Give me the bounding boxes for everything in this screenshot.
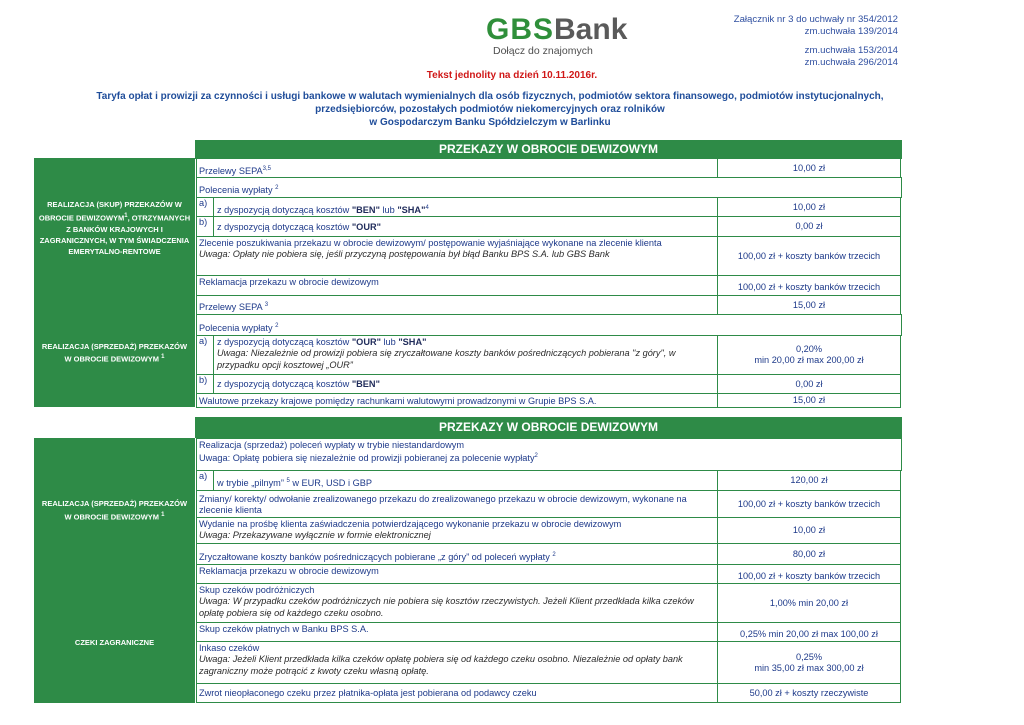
row-label: Zwrot nieopłaconego czeku przez płatnika-opłata jest pobierana od podawcy czeku [199,688,537,698]
table-row [196,490,901,518]
row-note: Uwaga: Przekazywane wyłącznie w formie elektronicznej [199,530,431,541]
row-fee: 10,00 zł [717,518,900,543]
cost-option: "BEN" [351,205,380,216]
row-note: Uwaga: Jeżeli Klient przedkłada kilka czeków opłatę pobiera się od każdego czeku osobno. Niezależnie od opłaty bank zagraniczny może potrącić z kwoty czeku własną opłatę. [199,654,683,676]
section-2-header: PRZEKAZY W OBROCIE DEWIZOWYM [195,417,902,438]
row-fee [717,642,900,683]
cost-option: "SHA" [398,337,427,347]
row-label: Reklamacja przekazu w obrocie dewizowym [199,566,379,576]
row-fee [717,336,900,374]
fee-range: min 20,00 zł max 200,00 zł [754,355,864,365]
row-fee: 15,00 zł [717,296,900,314]
table-row [196,275,901,296]
table-row [196,622,901,642]
row-fee: 100,00 zł + koszty banków trzecich [717,491,900,517]
row-label-suffix: w EUR, USD i GBP [289,478,372,489]
tariff-title-line: Taryfa opłat i prowizji za czynności i usługi bankowe w walutach wymienialnych dla osób fizycznych, podmiotów sektora finansowego, podmiotów instytucjonalnych, [96,91,884,102]
row-label: Zlecenie poszukiwania przekazu w obrocie dewizowym/ postępowanie wyjaśniające wykonane na zlecenie klienta [199,238,662,248]
table-row [196,158,901,178]
side-label-sprzedaz [34,299,195,407]
row-fee: 10,00 zł [717,198,900,216]
table-row [196,295,901,315]
row-label: Skup czeków podróżniczych [199,585,315,595]
unified-text-date: Tekst jednolity na dzień 10.11.2016r. [426,70,598,81]
side-label-skup [34,158,195,299]
footnote-ref: 2 [534,453,538,460]
cost-option: "OUR" [351,222,381,232]
footnote-ref: 2 [552,552,556,558]
table-row [196,314,902,336]
row-label: Zmiany/ korekty/ odwołanie zrealizowanego przekazu do zrealizowanego przekazu w obrocie dewizowym, wykonane na zlecenie klienta [199,494,687,516]
row-fee: 0,25% min 20,00 zł max 100,00 zł [717,623,900,641]
fee-rate: 0,25% [795,651,823,662]
side-skup-text-a: REALIZACJA (SKUP) PRZEKAZÓW W OBROCIE DEWIZOWYM [38,200,182,223]
side-sprzedaz-sup: 1 [161,354,165,361]
row-label: w trybie „pilnym” [217,478,284,489]
side-sprzedaz-text: REALIZACJA (SPRZEDAŻ) PRZEKAZÓW W OBROCIE DEWIZOWYM [41,499,188,522]
annex-line: Załącznik nr 3 do uchwały nr 354/2012 [733,14,898,25]
table-row [196,216,901,237]
annex-line: zm.uchwała 139/2014 [804,25,898,37]
logo-tagline: Dołącz do znajomych [493,45,593,57]
footnote-ref: 5 [286,478,290,484]
row-fee: 10,00 zł [717,159,900,177]
table-row [196,470,901,491]
row-fee: 120,00 zł [717,471,900,490]
row-label: z dyspozycją dotyczącą kosztów [217,205,352,216]
footnote-ref: 2 [275,323,279,329]
row-label: Wydanie na prośbę klienta zaświadczenia potwierdzającego wykonanie przekazu w obrocie dewizowym [199,519,622,529]
row-label: Reklamacja przekazu w obrocie dewizowym [199,277,379,287]
cost-option: "OUR" [351,337,381,347]
logo-gbs-text: GBS [486,13,555,46]
row-note: Uwaga: Opłatę pobiera się niezależnie od prowizji pobieranej za polecenie wypłaty [199,453,535,464]
cost-option: "SHA" [397,205,426,216]
table-row [196,374,901,394]
annex-line: zm.uchwała 153/2014 [804,45,898,56]
table-row [196,583,901,623]
tariff-title [40,90,940,129]
row-fee: 100,00 zł + koszty banków trzecich [717,276,900,295]
side-skup-text-b: , OTRZYMANYCH Z BANKÓW KRAJOWYCH I ZAGRANICZNYCH, W TYM ŚWIADCZENIA EMERYTALNO-RENTOWE [39,213,191,257]
row-label: Inkaso czeków [199,643,260,653]
row-fee: 50,00 zł + koszty rzeczywiste [717,684,900,702]
footnote-ref: 4 [425,205,429,211]
side-label-sprzedaz-2 [34,438,195,583]
footnote-ref: 3 [264,302,269,308]
footnote-ref: 3,5 [262,166,271,172]
table-row [196,197,901,217]
row-note: Uwaga: Opłaty nie pobiera się, jeśli przyczyną postępowania był błąd Banku BPS S.A. lub GBS Bank [199,249,610,260]
row-label: Polecenia wypłaty [199,185,273,196]
tariff-title-line: w Gospodarczym Banku Spółdzielczym w Barlinku [369,117,611,128]
row-fee: 15,00 zł [717,394,900,407]
row-label: Przelewy SEPA [199,166,263,177]
row-label: Przelewy SEPA [199,302,263,313]
row-label: Walutowe przekazy krajowe pomiędzy rachunkami walutowymi prowadzonymi w Grupie BPS S.A. [199,396,597,406]
annex-line: zm.uchwała 296/2014 [804,56,898,68]
tariff-title-line: przedsiębiorców, pozostałych podmiotów niekomercyjnych oraz rolników [315,104,665,115]
fee-range: min 35,00 zł max 300,00 zł [754,662,864,673]
cost-option: "BEN" [351,379,380,389]
row-fee: 80,00 zł [717,544,900,564]
fee-rate: 0,20% [795,344,823,354]
side-sprzedaz-sup: 1 [161,511,165,518]
side-sprzedaz-text: REALIZACJA (SPRZEDAŻ) PRZEKAZÓW W OBROCIE DEWIZOWYM [41,341,188,364]
side-czeki-text: CZEKI ZAGRANICZNE [74,638,155,648]
row-tag: a) [199,471,208,481]
table-row [196,236,901,276]
section-1-header: PRZEKAZY W OBROCIE DEWIZOWYM [195,140,902,159]
row-note: Uwaga: Niezależnie od prowizji pobiera się zryczałtowane koszty banków pośredniczących pobierana "z góry", w przypadku opcji kosztowej „OUR” [217,348,676,370]
table-row [196,393,901,408]
annex-reference [734,14,898,68]
row-label-joiner: lub [379,205,398,216]
row-label: Realizacja (sprzedaż) poleceń wypłaty w trybie niestandardowym [199,440,465,450]
side-skup-sup: 1 [124,212,128,219]
table-row [196,543,901,565]
table-row [196,564,901,584]
side-label-czeki [34,583,195,703]
row-label: Zryczałtowane koszty banków pośredniczących pobierane „z góry” od poleceń wypłaty [199,552,550,563]
gbs-bank-logo [486,13,628,60]
row-note: Uwaga: W przypadku czeków podróżniczych nie pobiera się kosztów rzeczywistych. Jeżeli Klient przedkłada kilka czeków opłatę pobiera się od każdego czeku osobno. [199,596,694,618]
row-tag: b) [199,375,208,385]
row-label: z dyspozycją dotyczącą kosztów [217,337,352,347]
row-tag: a) [199,336,208,346]
table-row [196,517,901,544]
row-tag: a) [199,198,208,208]
row-fee: 0,00 zł [717,217,900,236]
table-row [196,683,901,703]
row-label: z dyspozycją dotyczącą kosztów [217,379,352,389]
row-label: Skup czeków płatnych w Banku BPS S.A. [199,624,369,634]
row-fee: 1,00% min 20,00 zł [717,584,900,622]
row-fee: 0,00 zł [717,375,900,393]
row-label: Polecenia wypłaty [199,323,273,334]
row-tag: b) [199,217,208,227]
table-row [196,438,902,471]
row-fee: 100,00 zł + koszty banków trzecich [717,565,900,583]
table-row [196,335,901,375]
table-row [196,177,902,198]
row-label-joiner: lub [380,337,399,347]
row-label: z dyspozycją dotyczącą kosztów [217,222,352,232]
footnote-ref: 2 [275,185,279,191]
logo-bank-text: Bank [554,13,628,46]
table-row [196,641,901,684]
row-fee: 100,00 zł + koszty banków trzecich [717,237,900,275]
